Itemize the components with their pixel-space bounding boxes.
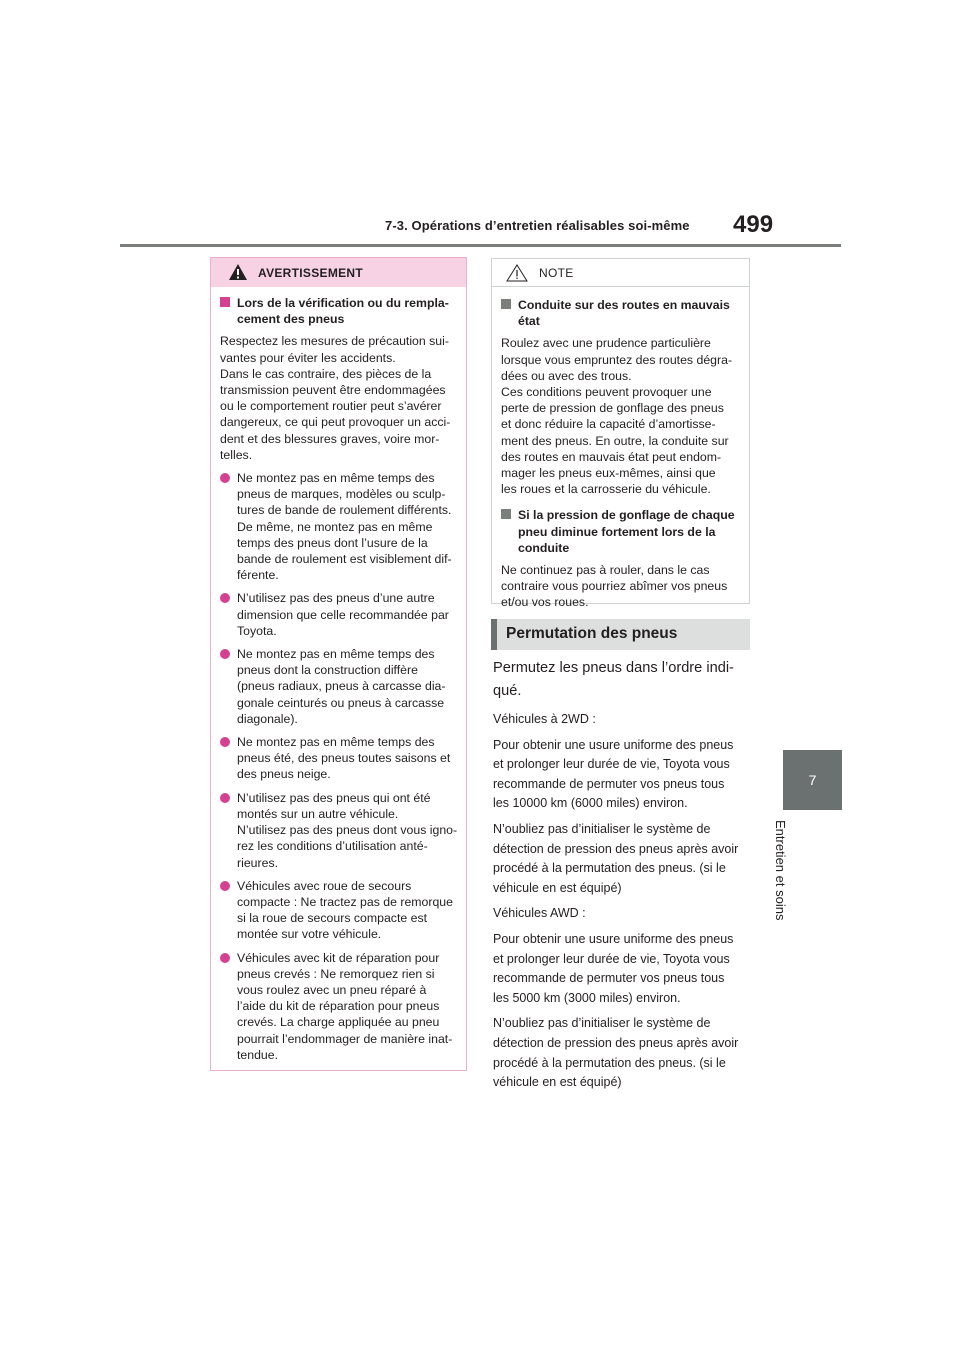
- warning-bullet-line: N’utilisez pas des pneus d’une autre: [237, 591, 435, 606]
- warning-bullet-line: tures de bande de roulement différents.: [237, 503, 452, 518]
- rotation-paragraph: [493, 710, 753, 730]
- warning-bullet-line: rieures.: [237, 855, 279, 870]
- warning-bullet: [220, 590, 458, 639]
- note-body-line: et/ou vos roues.: [501, 595, 589, 610]
- rotation-line: détection de pression des pneus après avoir: [493, 841, 739, 856]
- rotation-line: détection de pression des pneus après avoir: [493, 1035, 739, 1050]
- note-section-title-text: [518, 297, 741, 329]
- bullet-dot-icon: [220, 737, 230, 747]
- warning-bullet-line: Ne montez pas en même temps des: [237, 647, 435, 662]
- warning-section-title: [220, 295, 458, 327]
- note-body-line: perte de pression de gonflage des pneus: [501, 401, 724, 416]
- warning-bullet-text: [237, 878, 458, 943]
- chapter-label-text: Entretien et soins: [773, 820, 788, 921]
- warning-bullet-line: pneus de marques, modèles ou sculp-: [237, 487, 446, 502]
- note-box: [491, 258, 750, 610]
- warning-body: [211, 287, 466, 1063]
- warning-bullet-line: (pneus radiaux, pneus à carcasse dia-: [237, 679, 446, 694]
- warning-bullet-line: rez les conditions d’utilisation anté-: [237, 839, 428, 854]
- warning-bullet-line: Véhicules avec roue de secours: [237, 878, 412, 893]
- note-body-line: contraire vous pourriez abîmer vos pneus: [501, 579, 728, 594]
- warning-bullet-line: Véhicules avec kit de réparation pour: [237, 950, 440, 965]
- warning-title: AVERTISSEMENT: [258, 266, 364, 280]
- rotation-line: N’oubliez pas d’initialiser le système de: [493, 821, 711, 836]
- warning-bullet-line: des pneus neige.: [237, 767, 331, 782]
- rotation-paragraphs: [493, 710, 753, 1093]
- note-body-line: mager les pneus eux-mêmes, ainsi que: [501, 466, 716, 481]
- warning-bullet-text: [237, 950, 458, 1063]
- warning-bullet-text: [237, 470, 458, 583]
- note-title-line: pneu diminue fortement lors de la: [518, 524, 716, 539]
- warning-bullet-line: montée sur votre véhicule.: [237, 927, 382, 942]
- warning-intro-line: dent et des blessures graves, voire mor-: [220, 431, 440, 446]
- warning-intro: [220, 333, 458, 463]
- warning-intro-line: dangereux, ce qui peut provoquer un acci-: [220, 415, 451, 430]
- rotation-line: procédé à la permutation des pneus. (si le: [493, 1055, 726, 1070]
- warning-header: [211, 258, 466, 287]
- note-title-line: Conduite sur des routes en mauvais: [518, 298, 730, 312]
- rotation-line: recommande de permuter vos pneus tous: [493, 776, 725, 791]
- note-body-line: Roulez avec une prudence particulière: [501, 336, 711, 351]
- rotation-line: N’oubliez pas d’initialiser le système de: [493, 1016, 711, 1031]
- note-section-body: [501, 562, 741, 611]
- warning-bullet-line: N’utilisez pas des pneus qui ont été: [237, 790, 431, 805]
- bullet-dot-icon: [220, 793, 230, 803]
- note-body-line: Ces conditions peuvent provoquer une: [501, 385, 712, 400]
- warning-bullet-line: gonale ceinturés ou pneus à carcasse: [237, 695, 445, 710]
- note-section-title-text: [518, 507, 741, 556]
- warning-bullet-line: pourrait l’endommager de manière inat-: [237, 1031, 453, 1046]
- warning-intro-line: vantes pour éviter les accidents.: [220, 350, 396, 365]
- warning-box: [210, 257, 467, 1071]
- rotation-lead-line: qué.: [493, 682, 522, 699]
- caution-triangle-icon: [506, 264, 528, 282]
- bullet-dot-icon: [220, 473, 230, 483]
- note-title: NOTE: [539, 266, 574, 280]
- note-title-line: conduite: [518, 540, 570, 555]
- note-header: [492, 259, 749, 287]
- warning-bullet-line: montés sur un autre véhicule.: [237, 806, 399, 821]
- note-section-title: [501, 507, 741, 556]
- rotation-paragraph: [493, 930, 753, 1008]
- rotation-line: et prolonger leur durée de vie, Toyota vous: [493, 757, 730, 772]
- chapter-tab[interactable]: 7: [783, 750, 842, 810]
- warning-bullet-line: N’utilisez pas des pneus dont vous igno-: [237, 823, 458, 838]
- rotation-line: les 5000 km (3000 miles) environ.: [493, 990, 681, 1005]
- warning-bullet-list: [220, 470, 458, 1063]
- rotation-line: Véhicules à 2WD :: [493, 712, 596, 726]
- note-title-line: Si la pression de gonflage de chaque: [518, 508, 735, 523]
- warning-bullet-line: compacte : Ne tractez pas de remorque: [237, 894, 453, 909]
- warning-bullet: [220, 734, 458, 783]
- warning-bullet-text: [237, 734, 458, 783]
- note-section-title: [501, 297, 741, 329]
- gray-square-icon: [501, 509, 511, 519]
- warning-bullet-line: férente.: [237, 568, 279, 583]
- warning-intro-line: Respectez les mesures de précaution sui-: [220, 334, 449, 349]
- note-body-line: ment des pneus. En outre, la conduite sur: [501, 433, 729, 448]
- rotation-line: Pour obtenir une usure uniforme des pneus: [493, 737, 734, 752]
- warning-intro-line: Dans le cas contraire, des pièces de la: [220, 366, 432, 381]
- note-body-line: des routes en mauvais état peut endom-: [501, 449, 722, 464]
- rotation-lead-line: Permutez les pneus dans l’ordre indi-: [493, 660, 734, 676]
- bullet-dot-icon: [220, 593, 230, 603]
- rotation-line: recommande de permuter vos pneus tous: [493, 971, 725, 986]
- warning-bullet-line: bande de roulement est visiblement dif-: [237, 552, 452, 567]
- note-body-line: lorsque vous empruntez des routes dégra-: [501, 352, 733, 367]
- note-body-line: les roues et la carrosserie du véhicule.: [501, 482, 711, 497]
- rotation-paragraph: [493, 736, 753, 814]
- note-section-body: [501, 335, 741, 497]
- warning-bullet-line: pneus été, des pneus toutes saisons et: [237, 751, 451, 766]
- warning-bullet-line: tendue.: [237, 1047, 279, 1062]
- warning-bullet: [220, 790, 458, 871]
- rotation-paragraph: [493, 1014, 753, 1092]
- warning-intro-line: ou le comportement routier peut s’avérer: [220, 399, 442, 414]
- rotation-text: [493, 657, 753, 1099]
- warning-bullet-line: pneus dont la construction diffère: [237, 663, 418, 678]
- warning-triangle-icon: [228, 263, 248, 281]
- warning-bullet-line: Toyota.: [237, 623, 277, 638]
- rotation-line: véhicule en est équipé): [493, 1075, 622, 1090]
- warning-bullet-text: [237, 646, 458, 727]
- rotation-line: Véhicules AWD :: [493, 906, 586, 921]
- warning-bullet-line: diagonale).: [237, 711, 298, 726]
- rotation-line: les 10000 km (6000 miles) environ.: [493, 796, 688, 811]
- section-header: 7-3. Opérations d’entretien réalisables soi-même: [385, 218, 690, 233]
- rotation-line: véhicule en est équipé): [493, 880, 622, 895]
- warning-bullet-line: crevés. La charge appliquée au pneu: [237, 1015, 440, 1030]
- warning-bullet-text: [237, 590, 458, 639]
- warning-intro-line: telles.: [220, 447, 253, 462]
- note-body-line: Ne continuez pas à rouler, dans le cas: [501, 563, 710, 578]
- gray-square-icon: [501, 299, 511, 309]
- note-body-line: et donc réduire la capacité d’amortisse-: [501, 417, 716, 432]
- rotation-line: Pour obtenir une usure uniforme des pneus: [493, 931, 734, 946]
- warning-bullet-line: dimension que celle recommandée par: [237, 607, 449, 622]
- warning-bullet: [220, 470, 458, 583]
- warning-intro-line: transmission peuvent être endommagées: [220, 383, 446, 398]
- warning-bullet-line: pneus crevés : Ne remorquez rien si: [237, 966, 435, 981]
- rotation-lead: [493, 657, 753, 702]
- note-body-line: dées ou avec des trous.: [501, 368, 632, 383]
- chapter-tab-label: [773, 820, 810, 940]
- warning-bullet-line: l’aide du kit de réparation pour pneus: [237, 999, 440, 1014]
- warning-bullet-text: [237, 790, 458, 871]
- note-title-line: état: [518, 314, 540, 329]
- warning-bullet-line: temps des pneus dont l’usure de la: [237, 535, 428, 550]
- warning-bullet-line: Ne montez pas en même temps des: [237, 735, 435, 750]
- warning-bullet-line: si la roue de secours compacte est: [237, 911, 428, 926]
- rotation-paragraph: [493, 820, 753, 898]
- warning-bullet: [220, 878, 458, 943]
- warning-bullet-line: Ne montez pas en même temps des: [237, 471, 435, 486]
- header-rule: [120, 244, 841, 247]
- warning-bullet: [220, 646, 458, 727]
- warning-bullet: [220, 950, 458, 1063]
- bullet-dot-icon: [220, 649, 230, 659]
- bullet-dot-icon: [220, 953, 230, 963]
- warning-bullet-line: vous roulez avec un pneu réparé à: [237, 982, 427, 997]
- bullet-dot-icon: [220, 881, 230, 891]
- rotation-line: procédé à la permutation des pneus. (si le: [493, 861, 726, 876]
- rotation-heading: Permutation des pneus: [491, 619, 750, 650]
- warning-section-title-text: Lors de la vérification ou du rempla-cement des pneus: [237, 296, 449, 327]
- rotation-paragraph: [493, 904, 753, 924]
- page-number: 499: [733, 211, 774, 238]
- note-body: [492, 287, 749, 611]
- warning-bullet-line: De même, ne montez pas en même: [237, 519, 433, 534]
- pink-square-icon: [220, 297, 230, 307]
- rotation-line: et prolonger leur durée de vie, Toyota vous: [493, 951, 730, 966]
